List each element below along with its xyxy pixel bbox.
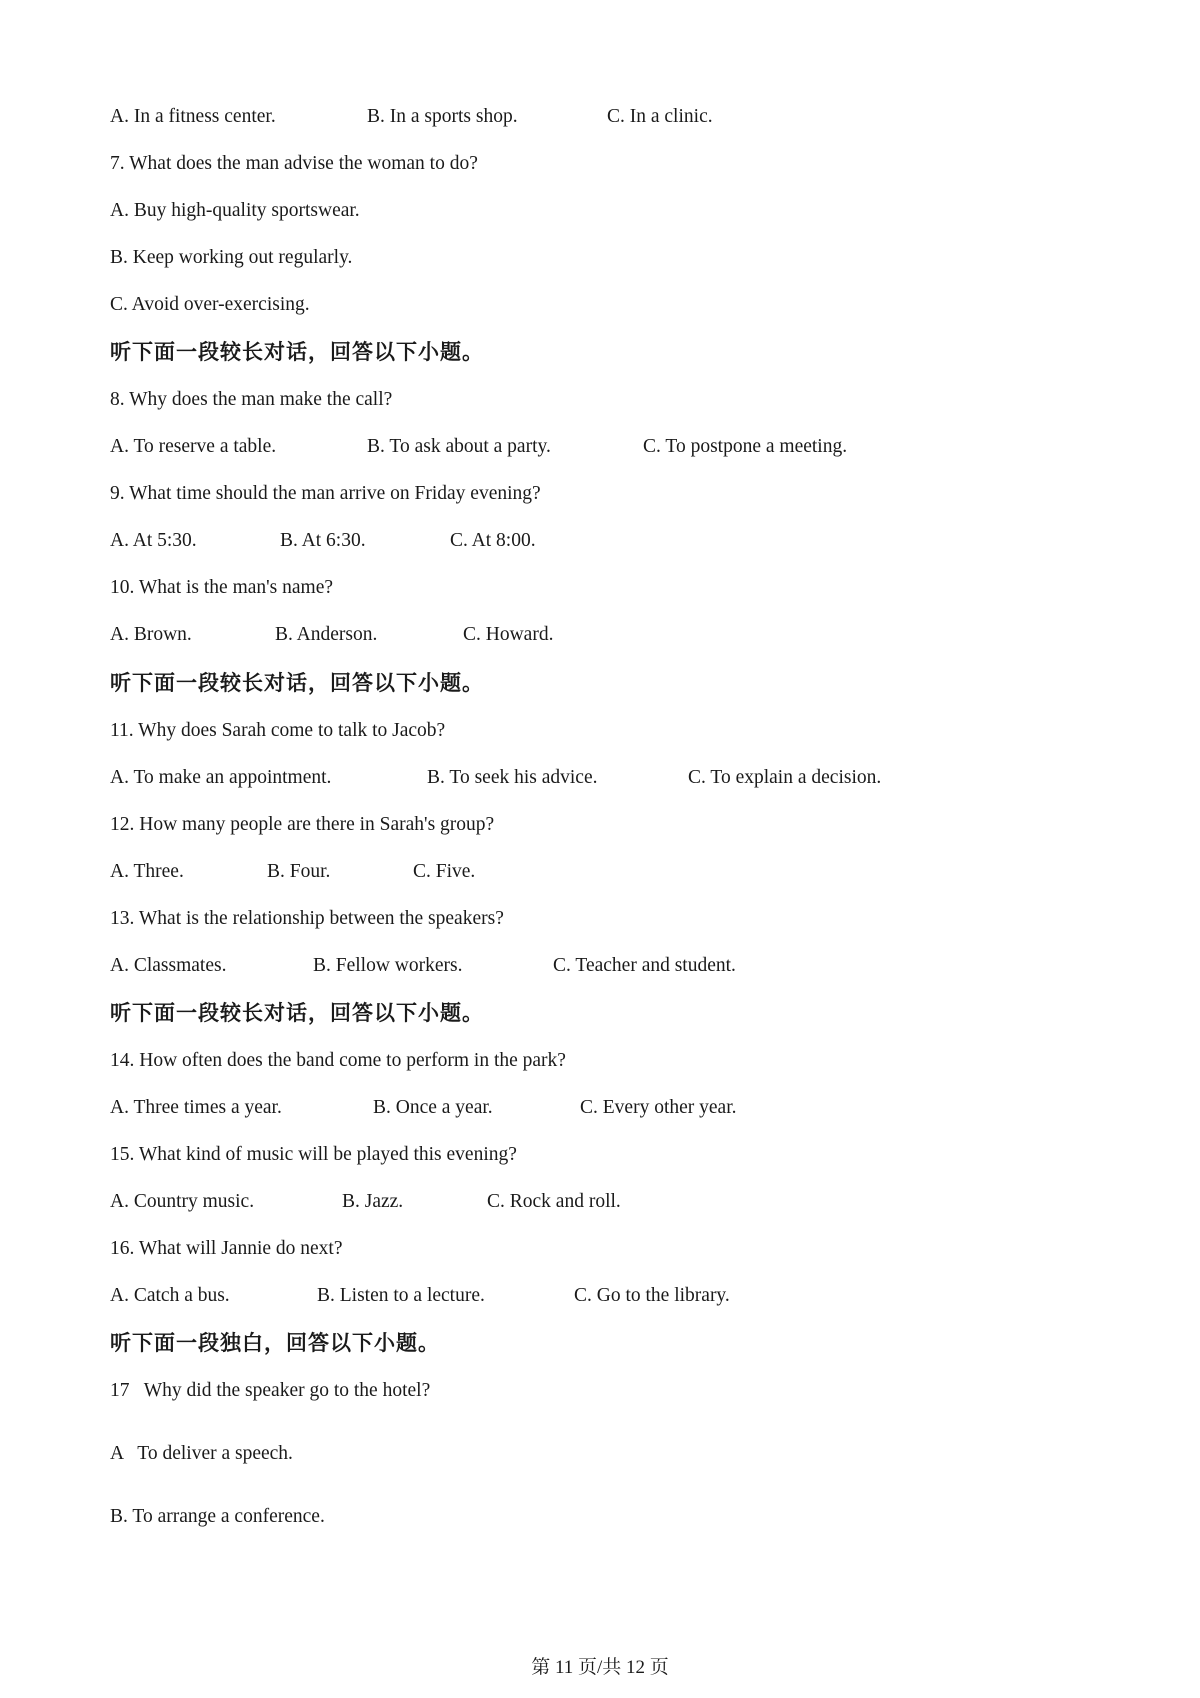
option-a: A. In a fitness center. [110,106,276,127]
section-heading: 听下面一段较长对话，回答以下小题。 [110,1001,484,1025]
option-c: C. Teacher and student. [553,955,736,976]
option-c: C. To postpone a meeting. [643,436,848,457]
option-b: B. To seek his advice. [427,767,598,788]
option-c: C. Howard. [463,624,554,645]
question-11: 11. Why does Sarah come to talk to Jacob? [110,720,446,741]
option-b: B. Jazz. [342,1191,404,1212]
option-line: A To deliver a speech. [110,1443,293,1464]
option-a: A. At 5:30. [110,530,197,551]
option-b: B. At 6:30. [280,530,366,551]
option-b: B. Anderson. [275,624,378,645]
question-12: 12. How many people are there in Sarah's group? [110,814,495,835]
question-8: 8. Why does the man make the call? [110,389,393,410]
option-b: B. Four. [267,861,331,882]
option-a: A. Catch a bus. [110,1285,230,1306]
option-line: A. Buy high-quality sportswear. [110,200,360,221]
option-c: C. To explain a decision. [688,767,882,788]
section-heading: 听下面一段独白，回答以下小题。 [110,1331,440,1355]
option-a: A. Country music. [110,1191,255,1212]
option-b: B. Once a year. [373,1097,493,1118]
option-b: B. Listen to a lecture. [317,1285,485,1306]
question-15: 15. What kind of music will be played this evening? [110,1144,517,1165]
option-line: C. Avoid over-exercising. [110,294,310,315]
option-b: B. In a sports shop. [367,106,518,127]
question-14: 14. How often does the band come to perform in the park? [110,1050,566,1071]
question-10: 10. What is the man's name? [110,577,334,598]
option-a: A. Three. [110,861,184,882]
option-line: B. Keep working out regularly. [110,247,353,268]
section-heading: 听下面一段较长对话，回答以下小题。 [110,340,484,364]
question-13: 13. What is the relationship between the speakers? [110,908,504,929]
question-7: 7. What does the man advise the woman to do? [110,153,478,174]
section-heading: 听下面一段较长对话，回答以下小题。 [110,671,484,695]
option-a: A. Brown. [110,624,192,645]
question-9: 9. What time should the man arrive on Friday evening? [110,483,541,504]
option-a: A. To reserve a table. [110,436,277,457]
option-a: A. Classmates. [110,955,227,976]
option-c: C. At 8:00. [450,530,536,551]
option-c: C. Five. [413,861,476,882]
page-number-footer: 第 11 页/共 12 页 [531,1657,669,1678]
option-c: C. Go to the library. [574,1285,730,1306]
option-c: C. Rock and roll. [487,1191,621,1212]
option-c: C. Every other year. [580,1097,737,1118]
option-c: C. In a clinic. [607,106,713,127]
option-line: B. To arrange a conference. [110,1506,325,1527]
question-17: 17 Why did the speaker go to the hotel? [110,1380,431,1401]
option-a: A. Three times a year. [110,1097,282,1118]
option-b: B. To ask about a party. [367,436,551,457]
question-16: 16. What will Jannie do next? [110,1238,343,1259]
option-b: B. Fellow workers. [313,955,463,976]
option-a: A. To make an appointment. [110,767,332,788]
